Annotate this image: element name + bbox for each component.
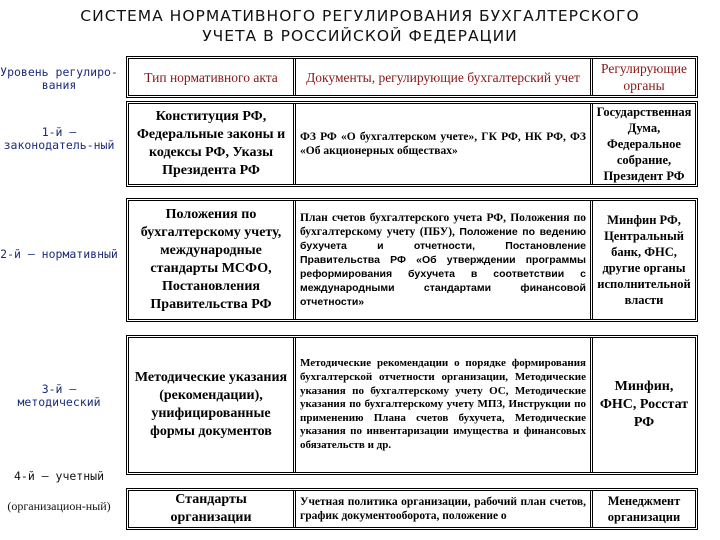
row1-docs-text: ФЗ РФ «О бухгалтерском учете», ГК РФ, НК РФ, ФЗ «Об акционерных обществах» [300, 131, 586, 157]
header-type: Тип нормативного акта [144, 69, 278, 85]
level-4-label: 4-й – учетный [13, 469, 104, 483]
page-title [0, 6, 720, 46]
row2-organs: Минфин РФ, Центральный банк, ФНС, другие органы исполнительной власти [597, 213, 691, 307]
level-3-label: 3-й – методический [17, 382, 101, 409]
title-line-2: УЧЕТА В РОССИЙСКОЙ ФЕДЕРАЦИИ [202, 27, 518, 45]
table-row-level-4 [126, 488, 698, 530]
row3-organs: Минфин, ФНС, Росстат РФ [599, 379, 689, 430]
header-docs: Документы, регулирующие бухгалтерский учет [293, 59, 593, 95]
level-2-label: 2-й – нормативный [0, 247, 118, 261]
title-line-1: СИСТЕМА НОРМАТИВНОГО РЕГУЛИРОВАНИЯ БУХГАЛТЕРСКОГО [80, 7, 640, 25]
table-header [126, 56, 698, 98]
row3-docs-text: Методические рекомендации о порядке формирования бухгалтерской отчетности организации, Методические указания по бухгалтерскому учету ОС, Методические указания по бухгалтерскому учету МПЗ, Инструкции по применению Плана счетов бухучета, Методические указания по инвентаризации имущества и финансовых обязательств и др. [300, 357, 586, 451]
table-row-level-1 [126, 101, 698, 187]
level-1-label: 1-й – законодатель-ный [3, 125, 115, 152]
row2-docs [293, 201, 593, 319]
row1-type: Конституция РФ, Федеральные законы и кодексы РФ, Указы Президента РФ [136, 109, 286, 178]
row4-docs [293, 491, 593, 527]
table-row-level-3 [126, 335, 698, 475]
row4-organs: Менеджмент организации [607, 494, 681, 524]
row3-type: Методические указания (рекомендации), унифицированные формы документов [134, 370, 288, 439]
row4-type: Стандарты организации [170, 492, 252, 525]
row2-docs-text-b: Положение по ведению бухучета и отчетности, Постановление Правительства РФ «Об утверждении программы реформирования бухучета в соответствии с международными стандартами финансовой отчетности» [300, 226, 586, 308]
row1-organs: Государственная Дума, Федеральное собрание, Президент РФ [596, 105, 692, 183]
row2-docs-text-a: План счетов бухгалтерского учета РФ, Положения по бухгалтерскому учету (ПБУ), [300, 212, 586, 238]
row3-docs [293, 338, 593, 472]
row2-type: Положения по бухгалтерскому учету, международные стандарты МСФО, Постановления Правительства РФ [140, 207, 282, 312]
level-column-header: Уровень регулиро-вания [0, 65, 118, 92]
level-4-sublabel: (организацион-ный) [7, 499, 111, 513]
row1-docs [293, 104, 593, 184]
row4-docs-text: Учетная политика организации, рабочий план счетов, график документооборота, положение о [300, 496, 586, 522]
table-row-level-2 [126, 198, 698, 322]
header-organs: Регулирующие органы [601, 61, 687, 93]
